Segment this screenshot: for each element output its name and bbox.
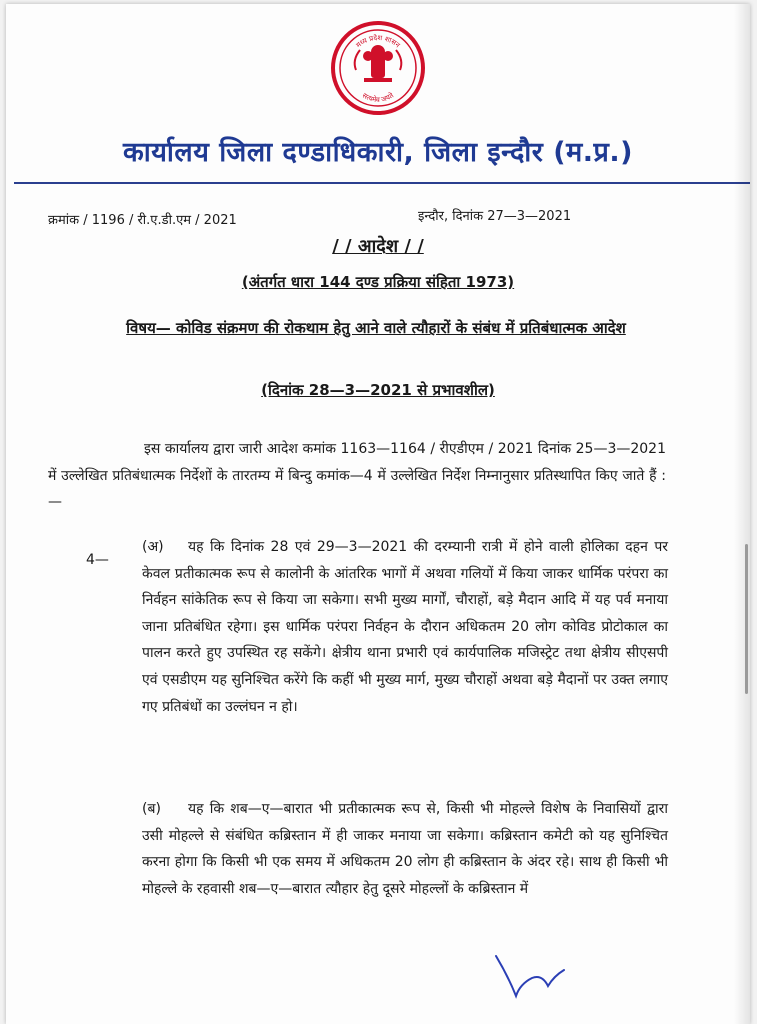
page-edge-shadow bbox=[734, 4, 750, 1024]
seal-bottom-text: सत्यमेव जयते bbox=[360, 91, 396, 105]
intro-paragraph: इस कार्यालय द्वारा जारी आदेश कमांक 1163—1164 / रीएडीएम / 2021 दिनांक 25—3—2021 में उल्लेखित प्रतिबंधात्मक निर्देशों के तारतम्य में बिन्दु कमांक—4 में उल्लेखित निर्देश निम्नानुसार प्रतिस्थापित किए जाते हैं :— bbox=[48, 441, 666, 511]
svg-text:सत्यमेव जयते bbox=[361, 90, 396, 104]
signature bbox=[486, 948, 576, 1008]
order-place-date: इन्दौर, दिनांक 27—3—2021 bbox=[418, 209, 572, 224]
order-legal-basis: (अंतर्गत धारा 144 दण्ड प्रक्रिया संहिता 1973) bbox=[241, 273, 515, 291]
order-reference-number: क्रमांक / 1196 / री.ए.डी.एम / 2021 bbox=[48, 213, 237, 228]
paragraph-a-label: (अ) bbox=[142, 539, 164, 555]
emblem-seal bbox=[330, 20, 426, 116]
paragraph-a-text: यह कि दिनांक 28 एवं 29—3—2021 की दरम्यानी रात्री में होने वाली होलिका दहन पर केवल प्रतीकात्मक रूप से कालोनी के आंतरिक भागों में अथवा गलियों में किया जाकर धार्मिक परंपरा का निर्वहन सांकेतिक रूप से किया जा सकेगा। सभी मुख्य मार्गों, चौराहों, बड़े मैदान आदि में यह पर्व मनाया जाना प्रतिबंधित रहेगा। इस धार्मिक परंपरा निर्वहन के दौरान अधिकतम 20 लोग कोविड प्रोटोकाल का पालन करते हुए उपस्थित रह सकेंगे। क्षेत्रीय थाना प्रभारी एवं कार्यपालिक मजिस्ट्रेट तथा क्षेत्रीय सीएसपी एवं एसडीएम यह सुनिश्चित करेंगे कि कहीं भी मुख्य मार्ग, मुख्य चौराहों अथवा बड़े मैदानों पर उक्त लगाए गए प्रतिबंधों का उल्लंघन न हो। bbox=[142, 539, 668, 715]
office-heading: कार्यालय जिला दण्डाधिकारी, जिला इन्दौर (म.प्र.) bbox=[123, 137, 633, 168]
paragraph-b-text: यह कि शब—ए—बारात भी प्रतीकात्मक रूप से, किसी भी मोहल्ले विशेष के निवासियों द्वारा उसी मोहल्ले से संबंधित कब्रिस्तान में ही जाकर मनाया जा सकेगा। कब्रिस्तान कमेटी को यह सुनिश्चित करना होगा कि किसी भी एक समय में अधिकतम 20 लोग ही कब्रिस्तान के अंदर रहे। साथ ही किसी भी मोहल्ले के रहवासी शब—ए—बारात त्यौहार हेतु दूसरे मोहल्लों के कब्रिस्तान में bbox=[142, 801, 668, 897]
order-title: / / आदेश / / bbox=[332, 236, 424, 257]
scroll-indicator[interactable] bbox=[745, 544, 748, 694]
document-page bbox=[6, 4, 750, 1024]
order-subject: विषय— कोविड संक्रमण की रोकथाम हेतु आने वाले त्यौहारों के संबंध में प्रतिबंधात्मक आदेश bbox=[126, 319, 626, 337]
order-effective-date: (दिनांक 28—3—2021 से प्रभावशील) bbox=[261, 381, 495, 399]
paragraph-b bbox=[142, 796, 668, 902]
paragraph-b-label: (ब) bbox=[142, 801, 161, 817]
paragraph-a bbox=[142, 534, 668, 720]
header-divider bbox=[14, 182, 750, 184]
point-number: 4— bbox=[86, 552, 109, 568]
seal-top-text: मध्य प्रदेश शासन bbox=[354, 33, 402, 50]
